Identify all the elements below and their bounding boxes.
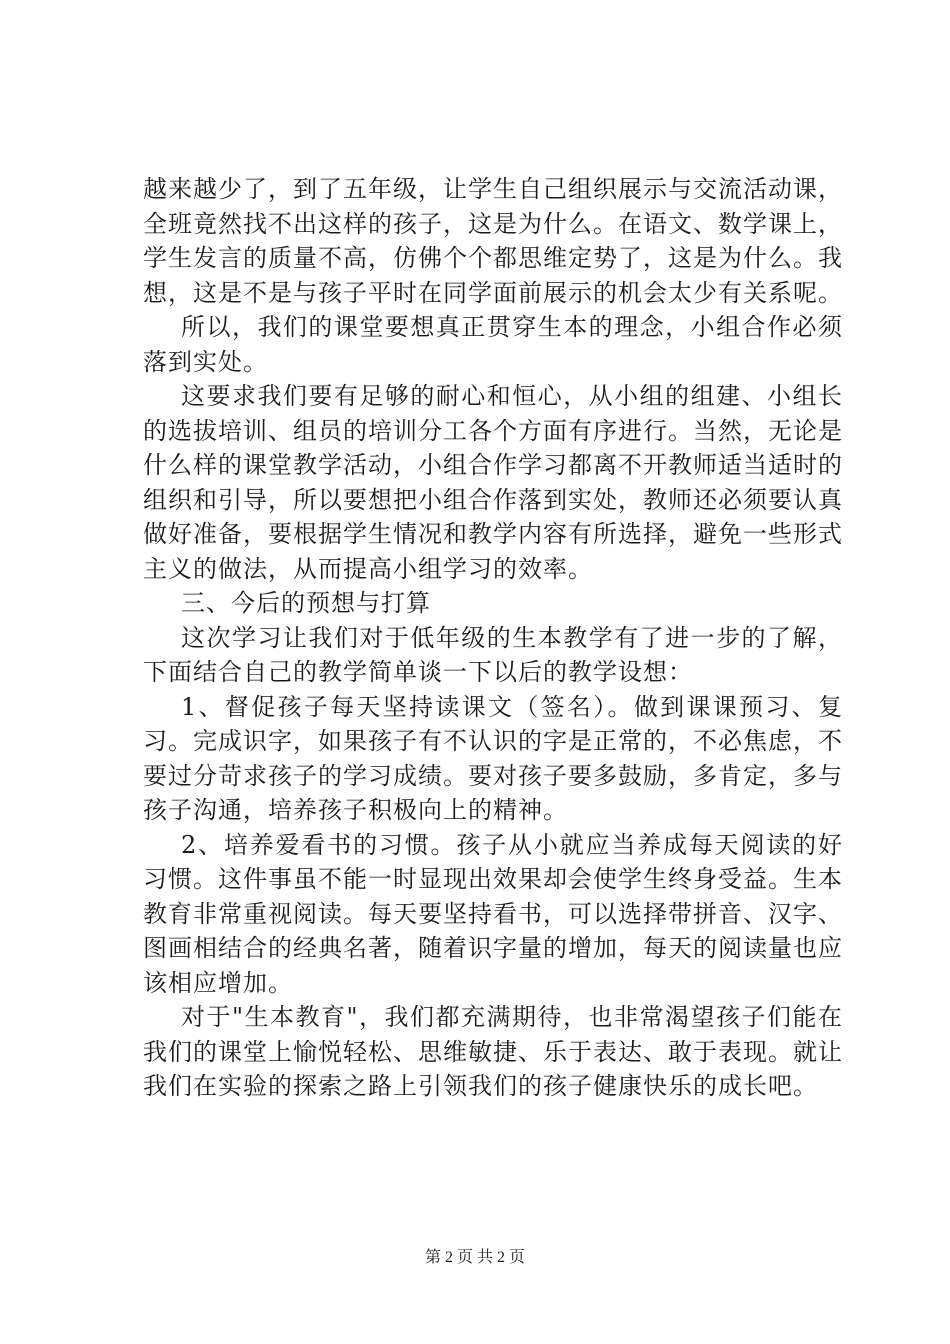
paragraph-1: 越来越少了，到了五年级，让学生自己组织展示与交流活动课，全班竟然找不出这样的孩子，这是为什么。在语文、数学课上，学生发言的质量不高，仿佛个个都思维定势了，这是为什么。我想，这是不是与孩子平时在同学面前展示的机会太少有关系呢。 (143, 175, 843, 307)
paragraph-3: 这要求我们要有足够的耐心和恒心，从小组的组建、小组长的选拔培训、组员的培训分工各个方面有序进行。当然，无论是什么样的课堂教学活动，小组合作学习都离不开教师适当适时的组织和引导，所以要想把小组合作落到实处，教师还必须要认真做好准备，要根据学生情况和教学内容有所选择，避免一些形式主义的做法，从而提高小组学习的效率。 (143, 382, 843, 583)
paragraph-2: 所以，我们的课堂要想真正贯穿生本的理念，小组合作必须落到实处。 (143, 313, 843, 376)
list-item-1: 1、督促孩子每天坚持读课文（签名）。做到课课预习、复习。完成识字，如果孩子有不认识的字是正常的，不必焦虑，不要过分苛求孩子的学习成绩。要对孩子要多鼓励，多肯定，多与孩子沟通，培养孩子积极向上的精神。 (143, 692, 843, 824)
paragraph-4: 这次学习让我们对于低年级的生本教学有了进一步的了解，下面结合自己的教学简单谈一下以后的教学设想： (143, 623, 843, 686)
list-item-2: 2、培养爱看书的习惯。孩子从小就应当养成每天阅读的好习惯。这件事虽不能一时显现出效果却会使学生终身受益。生本教育非常重视阅读。每天要坚持看书，可以选择带拼音、汉字、图画相结合的经典名著，随着识字量的增加，每天的阅读量也应该相应增加。 (143, 830, 843, 997)
section-heading: 三、今后的预想与打算 (181, 589, 431, 617)
paragraph-closing: 对于"生本教育"，我们都充满期待，也非常渴望孩子们能在我们的课堂上愉悦轻松、思维敏捷、乐于表达、敢于表现。就让我们在实验的探索之路上引领我们的孩子健康快乐的成长吧。 (143, 1003, 843, 1100)
document-body (143, 172, 843, 1104)
page-footer: 第 2 页 共 2 页 (424, 1249, 525, 1266)
